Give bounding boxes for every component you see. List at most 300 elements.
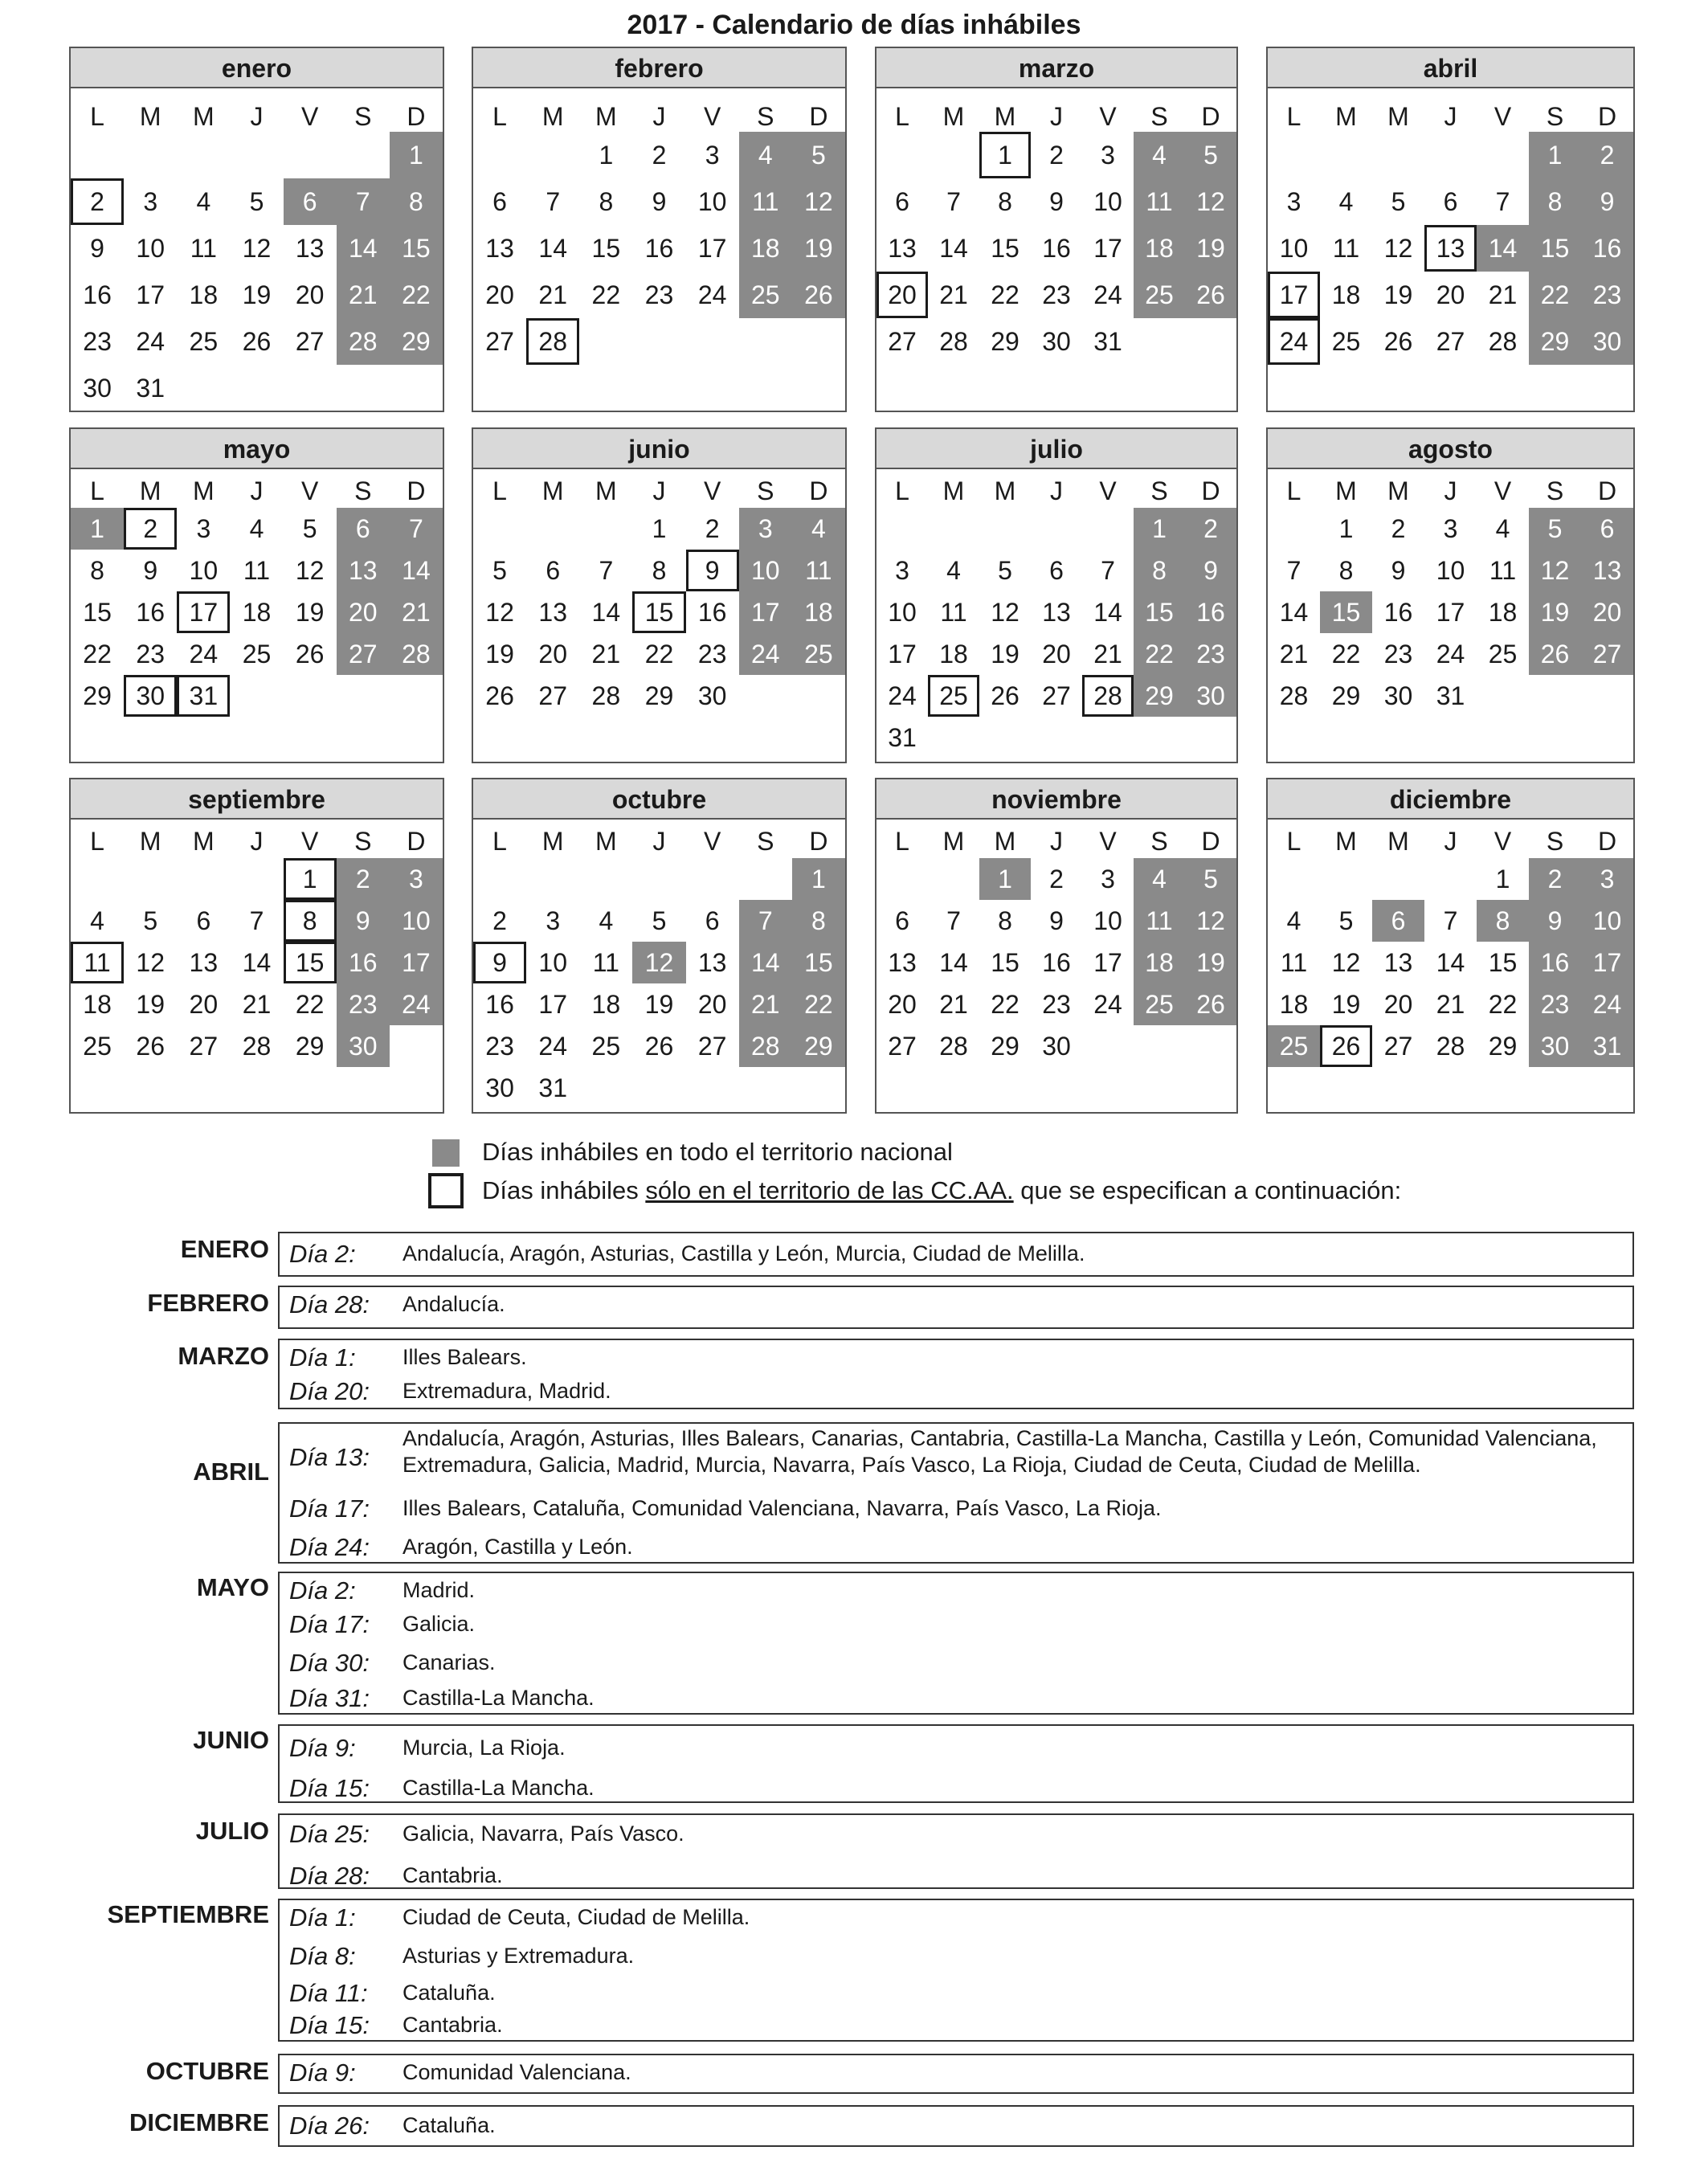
day-cell: 25: [792, 633, 845, 675]
day-cell: 6: [895, 187, 909, 216]
month-name: febrero: [473, 48, 845, 88]
day-cell: 10: [697, 187, 727, 216]
day-cell: 27: [337, 633, 390, 675]
day-cell: 23: [1042, 280, 1071, 309]
day-cell: 29: [390, 318, 443, 365]
day-cell: 17: [538, 990, 567, 1019]
day-cell: 10: [739, 550, 792, 591]
day-cell: 25: [83, 1032, 112, 1061]
weekday-label: M: [1387, 102, 1409, 131]
day-cell: 10: [390, 900, 443, 942]
section-box: [278, 1286, 1634, 1329]
entry-day: Día 26:: [289, 2112, 370, 2140]
day-cell: 15: [991, 948, 1019, 977]
day-cell: 14: [1477, 225, 1529, 272]
weekday-label: D: [809, 476, 828, 505]
day-cell: 30: [1042, 1032, 1071, 1061]
month-name: enero: [71, 48, 443, 88]
day-cell: 31: [1581, 1025, 1633, 1067]
weekday-label: V: [1099, 827, 1117, 856]
day-cell: 21: [939, 280, 968, 309]
weekday-label: M: [139, 476, 161, 505]
day-cell: 12: [295, 556, 325, 585]
day-cell: 14: [939, 234, 968, 263]
day-cell: 5: [1338, 906, 1354, 935]
section-month-label: ENERO: [180, 1235, 269, 1263]
day-cell: 28: [526, 318, 579, 365]
day-cell: 19: [644, 990, 674, 1019]
weekday-label: S: [1150, 476, 1168, 505]
weekday-label: J: [250, 476, 264, 505]
day-cell: 3: [895, 556, 909, 585]
legend-regional: [482, 1175, 1401, 1207]
day-cell: 21: [939, 990, 968, 1019]
day-cell: 30: [1529, 1025, 1581, 1067]
day-cell: 12: [1185, 900, 1236, 942]
day-cell: 28: [1279, 681, 1309, 710]
section-box: [278, 1339, 1634, 1409]
day-cell: 8: [90, 556, 104, 585]
day-cell: 23: [697, 640, 727, 668]
day-cell: 8: [390, 178, 443, 225]
day-cell: 4: [1134, 132, 1185, 178]
day-cell: 22: [295, 990, 325, 1019]
weekday-label: M: [193, 102, 215, 131]
day-cell: 7: [249, 906, 264, 935]
entry-regions: Illes Balears.: [402, 1345, 527, 1369]
entry-day: Día 9:: [289, 1734, 356, 1762]
day-cell: 10: [1279, 234, 1309, 263]
weekday-label: J: [250, 827, 264, 856]
day-cell: 22: [1529, 272, 1581, 318]
day-cell: 5: [1185, 132, 1236, 178]
day-cell: 28: [337, 318, 390, 365]
day-cell: 13: [1581, 550, 1633, 591]
day-cell: 13: [1042, 598, 1071, 627]
day-cell: 2: [1581, 132, 1633, 178]
day-cell: 16: [644, 234, 674, 263]
day-cell: 27: [538, 681, 567, 710]
entry-day: Día 2:: [289, 1240, 356, 1268]
day-cell: 5: [1185, 858, 1236, 900]
day-cell: 15: [390, 225, 443, 272]
day-cell: 16: [1185, 591, 1236, 633]
national-swatch: [432, 1139, 460, 1167]
weekday-label: M: [139, 827, 161, 856]
day-cell: 3: [739, 508, 792, 550]
weekday-label: J: [250, 102, 264, 131]
entry-regions: Galicia, Navarra, País Vasco.: [402, 1821, 684, 1846]
day-cell: 6: [705, 906, 720, 935]
day-cell: 13: [189, 948, 219, 977]
weekday-label: D: [809, 102, 828, 131]
day-cell: 31: [888, 723, 917, 752]
weekday-label: D: [1597, 476, 1617, 505]
entry-regions: Extremadura, Madrid.: [402, 1379, 611, 1403]
day-cell: 7: [337, 178, 390, 225]
day-cell: 7: [1495, 187, 1510, 216]
day-cell: 27: [888, 327, 917, 356]
day-cell: 11: [940, 598, 967, 627]
day-cell: 29: [295, 1032, 325, 1061]
weekday-label: J: [1444, 102, 1457, 131]
day-cell: 30: [337, 1025, 390, 1067]
entry-day: Día 24:: [289, 1533, 370, 1561]
day-cell: 19: [991, 640, 1019, 668]
weekday-label: S: [1546, 476, 1564, 505]
weekday-label: L: [895, 102, 909, 131]
day-cell: 23: [1529, 983, 1581, 1025]
weekday-label: D: [1201, 102, 1220, 131]
day-cell: 24: [136, 327, 165, 356]
entry-day: Día 31:: [289, 1684, 370, 1712]
entry-day: Día 1:: [289, 1343, 356, 1372]
day-cell: 10: [189, 556, 219, 585]
day-cell: 17: [390, 942, 443, 983]
day-cell: 6: [1372, 900, 1424, 942]
day-cell: 23: [337, 983, 390, 1025]
day-cell: 17: [739, 591, 792, 633]
weekday-label: L: [492, 102, 507, 131]
day-cell: 14: [1436, 948, 1465, 977]
day-cell: 16: [136, 598, 165, 627]
day-cell: 28: [591, 681, 621, 710]
day-cell: 13: [888, 234, 917, 263]
month-mayo: [69, 427, 444, 763]
day-cell: 22: [991, 990, 1019, 1019]
day-cell: 16: [337, 942, 390, 983]
regional-swatch: [428, 1173, 464, 1208]
day-cell: 29: [991, 1032, 1019, 1061]
section-month-label: ABRIL: [193, 1458, 269, 1486]
entry-day: Día 30:: [289, 1649, 370, 1677]
day-cell: 24: [1093, 280, 1122, 309]
weekday-label: J: [652, 476, 666, 505]
month-name: agosto: [1268, 429, 1633, 469]
day-cell: 14: [538, 234, 567, 263]
entry-regions: Cataluña.: [402, 2113, 496, 2137]
day-cell: 6: [196, 906, 211, 935]
day-cell: 22: [991, 280, 1019, 309]
day-cell: 28: [242, 1032, 272, 1061]
day-cell: 2: [1529, 858, 1581, 900]
weekday-label: M: [595, 827, 617, 856]
day-cell: 15: [1488, 948, 1518, 977]
day-cell: 28: [1082, 675, 1134, 717]
day-cell: 18: [939, 640, 968, 668]
day-cell: 15: [632, 591, 685, 633]
day-cell: 27: [1581, 633, 1633, 675]
day-cell: 1: [1529, 132, 1581, 178]
weekday-label: V: [1099, 476, 1117, 505]
day-cell: 14: [337, 225, 390, 272]
day-cell: 17: [697, 234, 727, 263]
day-cell: 27: [295, 327, 325, 356]
entry-day: Día 11:: [289, 1979, 368, 2007]
weekday-label: S: [354, 102, 372, 131]
day-cell: 27: [189, 1032, 219, 1061]
month-name: julio: [876, 429, 1236, 469]
weekday-label: D: [809, 827, 828, 856]
day-cell: 23: [1383, 640, 1413, 668]
section-box: [278, 1232, 1634, 1277]
day-cell: 11: [1489, 556, 1517, 585]
day-cell: 5: [1391, 187, 1406, 216]
day-cell: 12: [792, 178, 845, 225]
day-cell: 12: [1331, 948, 1361, 977]
day-cell: 31: [177, 675, 230, 717]
day-cell: 8: [1338, 556, 1354, 585]
day-cell: 9: [1529, 900, 1581, 942]
day-cell: 16: [1042, 234, 1071, 263]
entry-day: Día 2:: [289, 1576, 356, 1605]
day-cell: 10: [136, 234, 165, 263]
weekday-label: M: [994, 476, 1016, 505]
day-cell: 4: [792, 508, 845, 550]
entry-day: Día 25:: [289, 1820, 370, 1848]
month-marzo: [875, 47, 1238, 412]
day-cell: 23: [1581, 272, 1633, 318]
day-cell: 29: [644, 681, 674, 710]
section-month-label: MARZO: [178, 1342, 269, 1370]
day-cell: 6: [337, 508, 390, 550]
legend-regional-underlined: sólo en el territorio de las CC.AA.: [645, 1176, 1014, 1204]
day-cell: 7: [946, 187, 961, 216]
day-cell: 25: [1488, 640, 1518, 668]
day-cell: 28: [1488, 327, 1518, 356]
day-cell: 1: [284, 858, 337, 900]
day-cell: 3: [1101, 865, 1115, 893]
weekday-label: V: [300, 476, 319, 505]
weekday-label: L: [492, 476, 507, 505]
day-cell: 8: [284, 900, 337, 942]
day-cell: 19: [136, 990, 165, 1019]
day-cell: 12: [1383, 234, 1413, 263]
weekday-label: D: [1201, 476, 1220, 505]
entry-day: Día 28:: [289, 1862, 370, 1890]
day-cell: 4: [90, 906, 104, 935]
day-cell: 17: [1581, 942, 1633, 983]
day-cell: 11: [1332, 234, 1360, 263]
day-cell: 12: [991, 598, 1019, 627]
day-cell: 7: [1101, 556, 1115, 585]
day-cell: 5: [249, 187, 264, 216]
day-cell: 20: [1581, 591, 1633, 633]
weekday-label: L: [895, 476, 909, 505]
entry-regions: Castilla-La Mancha.: [402, 1686, 595, 1710]
day-cell: 3: [705, 141, 720, 170]
weekday-label: J: [1050, 827, 1063, 856]
day-cell: 9: [90, 234, 104, 263]
day-cell: 18: [792, 591, 845, 633]
entry-regions: Galicia.: [402, 1612, 476, 1636]
day-cell: 4: [739, 132, 792, 178]
day-cell: 16: [83, 280, 112, 309]
day-cell: 6: [545, 556, 561, 585]
legend-regional-prefix: Días inhábiles: [482, 1176, 639, 1204]
section-month-label: FEBRERO: [147, 1289, 269, 1317]
weekday-label: M: [193, 476, 215, 505]
day-cell: 17: [1093, 948, 1122, 977]
entry-day: Día 1:: [289, 1903, 356, 1932]
day-cell: 14: [939, 948, 968, 977]
weekday-label: L: [492, 827, 507, 856]
day-cell: 22: [591, 280, 621, 309]
section-box: [278, 1422, 1634, 1564]
day-cell: 14: [390, 550, 443, 591]
month-name: mayo: [71, 429, 443, 469]
weekday-label: L: [1286, 102, 1301, 131]
day-cell: 9: [1185, 550, 1236, 591]
weekday-label: V: [300, 827, 319, 856]
entry-day: Día 15:: [289, 1774, 370, 1802]
day-cell: 22: [390, 272, 443, 318]
day-cell: 25: [1331, 327, 1361, 356]
day-cell: 17: [177, 591, 230, 633]
day-cell: 15: [991, 234, 1019, 263]
month-noviembre: [875, 778, 1238, 1114]
day-cell: 24: [1436, 640, 1465, 668]
entry-regions: Andalucía, Aragón, Asturias, Castilla y León, Murcia, Ciudad de Melilla.: [402, 1241, 1085, 1265]
day-cell: 15: [792, 942, 845, 983]
day-cell: 7: [946, 906, 961, 935]
day-cell: 21: [337, 272, 390, 318]
day-cell: 6: [895, 906, 909, 935]
day-cell: 30: [485, 1073, 514, 1102]
entry-regions: Asturias y Extremadura.: [402, 1944, 635, 1968]
day-cell: 1: [1495, 865, 1510, 893]
day-cell: 30: [124, 675, 177, 717]
day-cell: 21: [1436, 990, 1465, 1019]
day-cell: 13: [1424, 225, 1477, 272]
day-cell: 1: [979, 858, 1031, 900]
section-month-label: MAYO: [196, 1573, 269, 1601]
day-cell: 8: [599, 187, 614, 216]
day-cell: 19: [1331, 990, 1361, 1019]
day-cell: 21: [242, 990, 272, 1019]
weekday-label: S: [757, 827, 774, 856]
day-cell: 5: [792, 132, 845, 178]
weekday-label: S: [354, 476, 372, 505]
weekday-label: M: [139, 102, 161, 131]
day-cell: 26: [792, 272, 845, 318]
day-cell: 24: [390, 983, 443, 1025]
day-cell: 29: [1529, 318, 1581, 365]
day-cell: 28: [390, 633, 443, 675]
day-cell: 14: [1093, 598, 1122, 627]
day-cell: 27: [1436, 327, 1465, 356]
day-cell: 18: [1279, 990, 1309, 1019]
day-cell: 3: [545, 906, 561, 935]
day-cell: 11: [190, 234, 217, 263]
weekday-label: D: [1597, 827, 1617, 856]
day-cell: 20: [1042, 640, 1071, 668]
day-cell: 25: [189, 327, 219, 356]
weekday-label: S: [354, 827, 372, 856]
day-cell: 4: [599, 906, 614, 935]
weekday-label: S: [757, 102, 774, 131]
section-month-label: SEPTIEMBRE: [107, 1900, 269, 1928]
day-cell: 29: [1134, 675, 1185, 717]
day-cell: 8: [1477, 900, 1529, 942]
day-cell: 17: [888, 640, 917, 668]
weekday-label: J: [1050, 476, 1063, 505]
day-cell: 29: [1331, 681, 1361, 710]
day-cell: 15: [1529, 225, 1581, 272]
day-cell: 13: [485, 234, 514, 263]
day-cell: 21: [1279, 640, 1309, 668]
day-cell: 15: [1134, 591, 1185, 633]
entry-regions: Madrid.: [402, 1578, 476, 1602]
day-cell: 19: [1185, 942, 1236, 983]
entry-day: Día 17:: [289, 1610, 370, 1638]
day-cell: 9: [473, 942, 526, 983]
day-cell: 3: [1443, 514, 1458, 543]
day-cell: 20: [876, 272, 928, 318]
weekday-label: M: [1387, 827, 1409, 856]
day-cell: 20: [697, 990, 727, 1019]
section-month-label: JULIO: [195, 1817, 269, 1845]
weekday-label: J: [1444, 476, 1457, 505]
weekday-label: M: [1335, 476, 1357, 505]
day-cell: 18: [739, 225, 792, 272]
day-cell: 27: [1042, 681, 1071, 710]
weekday-label: S: [1546, 102, 1564, 131]
day-cell: 25: [928, 675, 979, 717]
day-cell: 12: [136, 948, 165, 977]
day-cell: 24: [189, 640, 219, 668]
day-cell: 7: [545, 187, 561, 216]
day-cell: 13: [538, 598, 567, 627]
day-cell: 9: [1581, 178, 1633, 225]
section-box: [278, 2054, 1634, 2094]
day-cell: 20: [337, 591, 390, 633]
day-cell: 14: [591, 598, 621, 627]
day-cell: 2: [1049, 141, 1064, 170]
weekday-label: M: [541, 102, 564, 131]
day-cell: 12: [1185, 178, 1236, 225]
weekday-label: D: [407, 827, 426, 856]
day-cell: 14: [739, 942, 792, 983]
day-cell: 28: [939, 1032, 968, 1061]
day-cell: 15: [1320, 591, 1372, 633]
day-cell: 11: [592, 948, 619, 977]
day-cell: 22: [1134, 633, 1185, 675]
day-cell: 6: [1581, 508, 1633, 550]
day-cell: 23: [136, 640, 165, 668]
day-cell: 5: [302, 514, 317, 543]
day-cell: 26: [644, 1032, 674, 1061]
day-cell: 5: [143, 906, 158, 935]
section-box: [278, 2105, 1634, 2147]
day-cell: 25: [242, 640, 272, 668]
day-cell: 18: [1331, 280, 1361, 309]
weekday-label: M: [541, 476, 564, 505]
month-name: abril: [1268, 48, 1633, 88]
day-cell: 2: [1391, 514, 1406, 543]
day-cell: 26: [136, 1032, 165, 1061]
weekday-label: D: [1597, 102, 1617, 131]
day-cell: 25: [591, 1032, 621, 1061]
day-cell: 4: [1338, 187, 1354, 216]
day-cell: 14: [1279, 598, 1309, 627]
day-cell: 18: [1134, 942, 1185, 983]
day-cell: 25: [739, 272, 792, 318]
entry-regions: Comunidad Valenciana.: [402, 2060, 631, 2084]
month-abril: [1266, 47, 1635, 412]
page-title: 2017 - Calendario de días inhábiles: [627, 10, 1081, 40]
day-cell: 5: [1529, 508, 1581, 550]
